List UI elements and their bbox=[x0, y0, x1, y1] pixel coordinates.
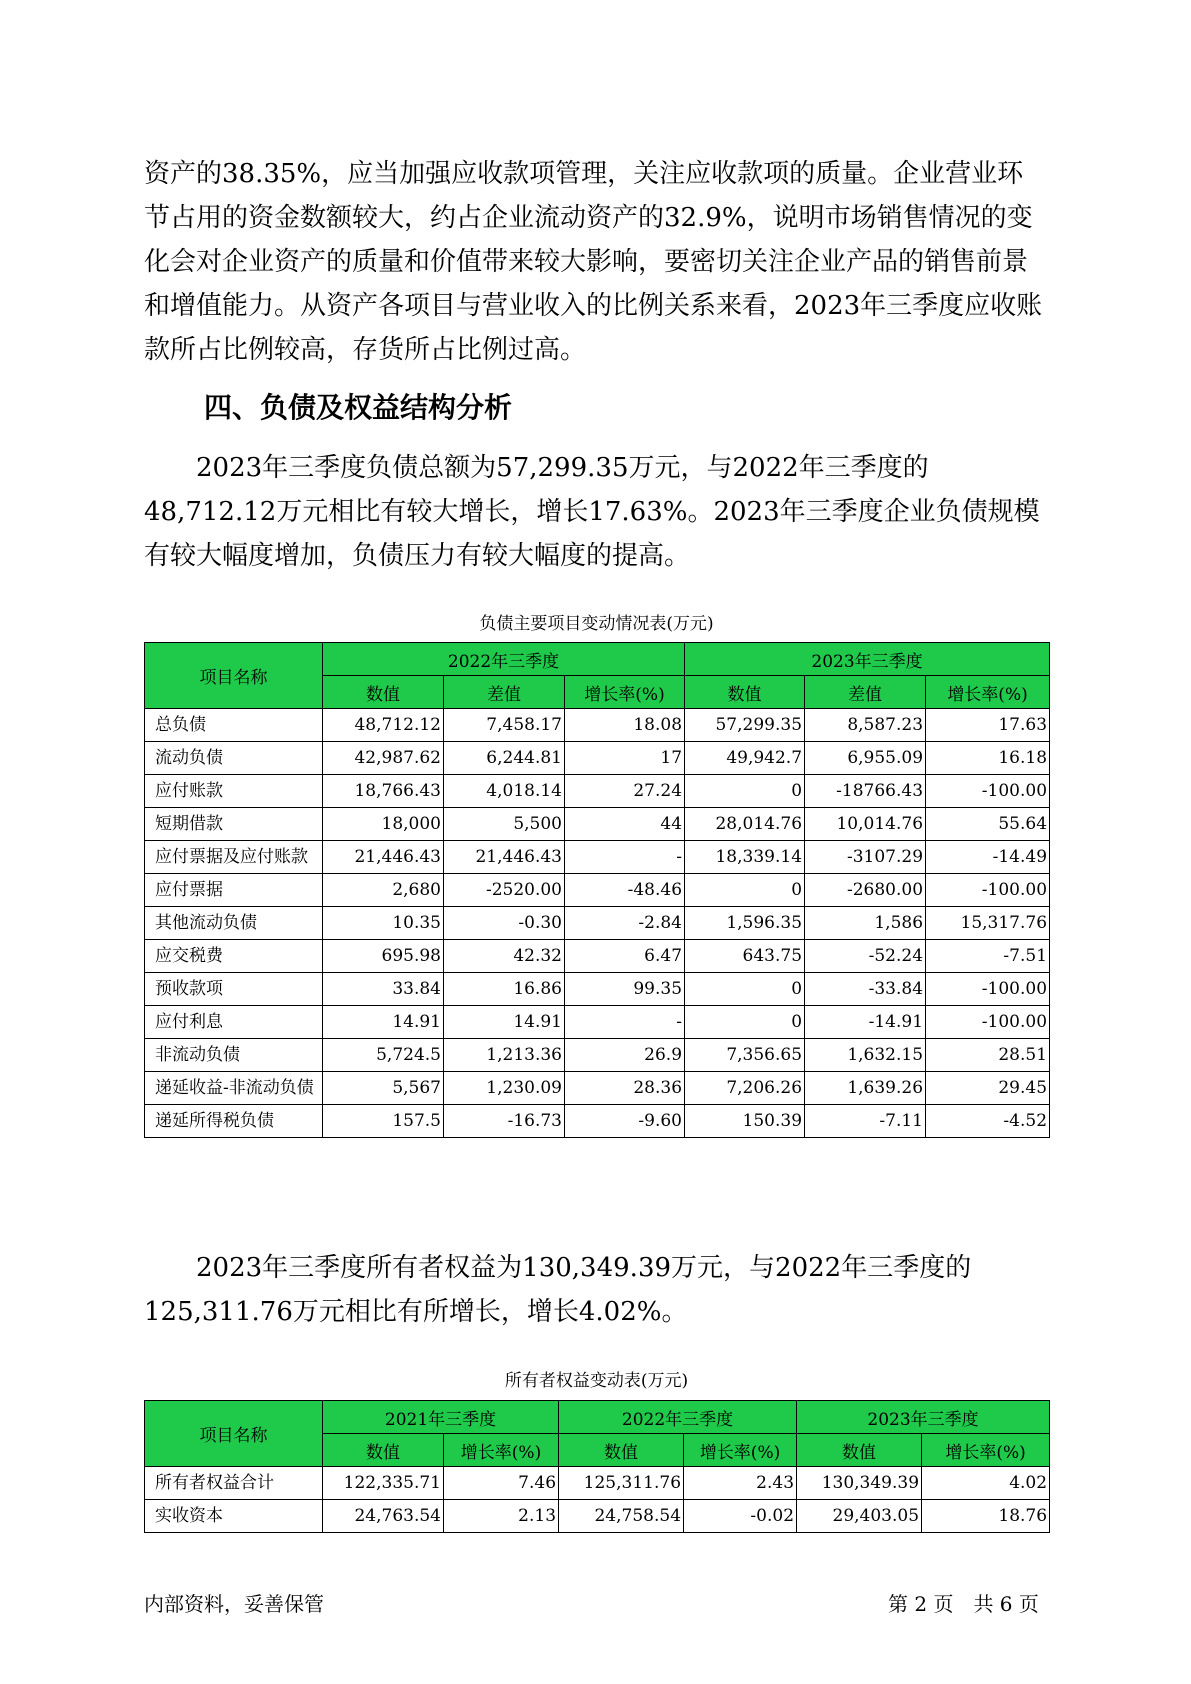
table-cell: 49,942.7 bbox=[685, 742, 805, 775]
liabilities-table bbox=[144, 642, 1050, 1138]
table-row bbox=[145, 808, 1050, 841]
table-cell: 157.5 bbox=[323, 1105, 444, 1138]
column-group-header-2023q3: 2023年三季度 bbox=[685, 643, 1050, 676]
table-cell: 42.32 bbox=[444, 940, 565, 973]
row-label: 预收款项 bbox=[145, 973, 323, 1006]
table-cell: 24,758.54 bbox=[559, 1500, 684, 1533]
row-label: 短期借款 bbox=[145, 808, 323, 841]
table-cell: -2.84 bbox=[565, 907, 685, 940]
table-cell: 1,632.15 bbox=[805, 1039, 926, 1072]
table-row bbox=[145, 775, 1050, 808]
table-cell: 2,680 bbox=[323, 874, 444, 907]
column-header-growth-rate: 增长率(%) bbox=[922, 1434, 1050, 1467]
table-cell: 15,317.76 bbox=[926, 907, 1050, 940]
table-cell: 695.98 bbox=[323, 940, 444, 973]
table-cell: -3107.29 bbox=[805, 841, 926, 874]
table-cell: 6,244.81 bbox=[444, 742, 565, 775]
column-header-difference: 差值 bbox=[805, 676, 926, 709]
row-label: 应付票据及应付账款 bbox=[145, 841, 323, 874]
column-group-header-2021q3: 2021年三季度 bbox=[323, 1401, 559, 1434]
table-cell: 130,349.39 bbox=[797, 1467, 922, 1500]
table-row bbox=[145, 940, 1050, 973]
table-cell: 33.84 bbox=[323, 973, 444, 1006]
equity-table-body bbox=[145, 1467, 1050, 1533]
column-header-item-name: 项目名称 bbox=[145, 1401, 323, 1467]
column-header-value: 数值 bbox=[559, 1434, 684, 1467]
row-label: 应付账款 bbox=[145, 775, 323, 808]
table-cell: 7,206.26 bbox=[685, 1072, 805, 1105]
table-cell: 0 bbox=[685, 1006, 805, 1039]
column-header-difference: 差值 bbox=[444, 676, 565, 709]
table-cell: 24,763.54 bbox=[323, 1500, 444, 1533]
table-cell: 55.64 bbox=[926, 808, 1050, 841]
table-cell: 18,339.14 bbox=[685, 841, 805, 874]
row-label: 非流动负债 bbox=[145, 1039, 323, 1072]
table-cell: -100.00 bbox=[926, 874, 1050, 907]
table-cell: -100.00 bbox=[926, 775, 1050, 808]
table-cell: 57,299.35 bbox=[685, 709, 805, 742]
table-cell: -9.60 bbox=[565, 1105, 685, 1138]
table-cell: 643.75 bbox=[685, 940, 805, 973]
row-label: 流动负债 bbox=[145, 742, 323, 775]
row-label: 递延收益-非流动负债 bbox=[145, 1072, 323, 1105]
table-row bbox=[145, 841, 1050, 874]
table-cell: -52.24 bbox=[805, 940, 926, 973]
table-row bbox=[145, 709, 1050, 742]
paragraph-asset-analysis: 资产的38.35%，应当加强应收款项管理，关注应收款项的质量。企业营业环节占用的资金数额较大，约占企业流动资产的32.9%，说明市场销售情况的变化会对企业资产的质量和价值带来较大影响，要密切关注企业产品的销售前景和增值能力。从资产各项目与营业收入的比例关系来看，2023年三季度应收账款所占比例较高，存货所占比例过高。 bbox=[144, 159, 1043, 365]
column-header-item-name: 项目名称 bbox=[145, 643, 323, 709]
row-label: 应付票据 bbox=[145, 874, 323, 907]
table-cell: 21,446.43 bbox=[444, 841, 565, 874]
table-cell: 7.46 bbox=[444, 1467, 559, 1500]
table-cell: 26.9 bbox=[565, 1039, 685, 1072]
row-label: 总负债 bbox=[145, 709, 323, 742]
table-cell: -7.51 bbox=[926, 940, 1050, 973]
table-cell: 1,586 bbox=[805, 907, 926, 940]
table-cell: 27.24 bbox=[565, 775, 685, 808]
table-cell: 28.36 bbox=[565, 1072, 685, 1105]
table-row bbox=[145, 973, 1050, 1006]
table-cell: -14.49 bbox=[926, 841, 1050, 874]
table-cell: 122,335.71 bbox=[323, 1467, 444, 1500]
table-cell: 44 bbox=[565, 808, 685, 841]
table-row bbox=[145, 907, 1050, 940]
table-cell: 0 bbox=[685, 874, 805, 907]
table-row bbox=[145, 874, 1050, 907]
table-cell: -2520.00 bbox=[444, 874, 565, 907]
table-cell: 29.45 bbox=[926, 1072, 1050, 1105]
table-cell: 10,014.76 bbox=[805, 808, 926, 841]
table-cell: - bbox=[565, 1006, 685, 1039]
table-cell: 1,596.35 bbox=[685, 907, 805, 940]
table-cell: 0 bbox=[685, 973, 805, 1006]
table-cell: -0.30 bbox=[444, 907, 565, 940]
table-cell: 1,213.36 bbox=[444, 1039, 565, 1072]
column-header-growth-rate: 增长率(%) bbox=[565, 676, 685, 709]
table-cell: -100.00 bbox=[926, 1006, 1050, 1039]
table-cell: 8,587.23 bbox=[805, 709, 926, 742]
table-cell: 99.35 bbox=[565, 973, 685, 1006]
table-cell: -33.84 bbox=[805, 973, 926, 1006]
table-row bbox=[145, 1072, 1050, 1105]
table-cell: -16.73 bbox=[444, 1105, 565, 1138]
table-cell: 5,567 bbox=[323, 1072, 444, 1105]
paragraph-equity-summary: 2023年三季度所有者权益为130,349.39万元，与2022年三季度的125,311.76万元相比有所增长，增长4.02%。 bbox=[144, 1253, 972, 1327]
table-cell: 5,500 bbox=[444, 808, 565, 841]
row-label: 应付利息 bbox=[145, 1006, 323, 1039]
table-cell: 28.51 bbox=[926, 1039, 1050, 1072]
table-row bbox=[145, 1105, 1050, 1138]
table-cell: 4.02 bbox=[922, 1467, 1050, 1500]
table-cell: 125,311.76 bbox=[559, 1467, 684, 1500]
row-label: 所有者权益合计 bbox=[145, 1467, 323, 1500]
table-cell: 18,000 bbox=[323, 808, 444, 841]
table-cell: 17 bbox=[565, 742, 685, 775]
table-cell: - bbox=[565, 841, 685, 874]
table-row bbox=[145, 1006, 1050, 1039]
table-cell: 6,955.09 bbox=[805, 742, 926, 775]
table-cell: -100.00 bbox=[926, 973, 1050, 1006]
table-cell: 16.86 bbox=[444, 973, 565, 1006]
section-heading: 四、负债及权益结构分析 bbox=[204, 391, 513, 424]
table-cell: 4,018.14 bbox=[444, 775, 565, 808]
table-cell: -0.02 bbox=[684, 1500, 797, 1533]
column-header-value: 数值 bbox=[685, 676, 805, 709]
table-caption-liabilities: 负债主要项目变动情况表(万元) bbox=[479, 614, 714, 634]
table-cell: 7,458.17 bbox=[444, 709, 565, 742]
footer-page-number: 第 2 页 共 6 页 bbox=[888, 1592, 1039, 1616]
row-label: 应交税费 bbox=[145, 940, 323, 973]
liabilities-table-body bbox=[145, 709, 1050, 1138]
table-cell: -2680.00 bbox=[805, 874, 926, 907]
table-cell: 17.63 bbox=[926, 709, 1050, 742]
column-header-value: 数值 bbox=[323, 676, 444, 709]
column-group-header-2022q3: 2022年三季度 bbox=[559, 1401, 797, 1434]
column-header-growth-rate: 增长率(%) bbox=[684, 1434, 797, 1467]
footer-confidential-note: 内部资料，妥善保管 bbox=[144, 1592, 324, 1616]
table-cell: 21,446.43 bbox=[323, 841, 444, 874]
paragraph-liability-summary: 2023年三季度负债总额为57,299.35万元，与2022年三季度的48,712.12万元相比有较大增长，增长17.63%。2023年三季度企业负债规模有较大幅度增加，负债压力有较大幅度的提高。 bbox=[144, 453, 1040, 571]
table-cell: 42,987.62 bbox=[323, 742, 444, 775]
table-cell: 1,230.09 bbox=[444, 1072, 565, 1105]
table-cell: 28,014.76 bbox=[685, 808, 805, 841]
column-header-growth-rate: 增长率(%) bbox=[444, 1434, 559, 1467]
table-cell: 14.91 bbox=[323, 1006, 444, 1039]
table-cell: 29,403.05 bbox=[797, 1500, 922, 1533]
table-cell: 2.43 bbox=[684, 1467, 797, 1500]
table-cell: 6.47 bbox=[565, 940, 685, 973]
table-cell: 5,724.5 bbox=[323, 1039, 444, 1072]
table-cell: 150.39 bbox=[685, 1105, 805, 1138]
table-row bbox=[145, 1039, 1050, 1072]
table-cell: 0 bbox=[685, 775, 805, 808]
table-cell: 10.35 bbox=[323, 907, 444, 940]
table-cell: 18.08 bbox=[565, 709, 685, 742]
equity-table bbox=[144, 1400, 1050, 1533]
table-cell: -48.46 bbox=[565, 874, 685, 907]
column-header-growth-rate: 增长率(%) bbox=[926, 676, 1050, 709]
column-header-value: 数值 bbox=[323, 1434, 444, 1467]
table-cell: 16.18 bbox=[926, 742, 1050, 775]
column-group-header-2023q3: 2023年三季度 bbox=[797, 1401, 1050, 1434]
table-cell: 2.13 bbox=[444, 1500, 559, 1533]
table-row bbox=[145, 1467, 1050, 1500]
row-label: 其他流动负债 bbox=[145, 907, 323, 940]
table-cell: 18,766.43 bbox=[323, 775, 444, 808]
column-header-value: 数值 bbox=[797, 1434, 922, 1467]
table-cell: -18766.43 bbox=[805, 775, 926, 808]
table-cell: 1,639.26 bbox=[805, 1072, 926, 1105]
table-cell: -7.11 bbox=[805, 1105, 926, 1138]
table-cell: 48,712.12 bbox=[323, 709, 444, 742]
table-row bbox=[145, 742, 1050, 775]
table-cell: -14.91 bbox=[805, 1006, 926, 1039]
row-label: 实收资本 bbox=[145, 1500, 323, 1533]
table-cell: 14.91 bbox=[444, 1006, 565, 1039]
table-cell: 18.76 bbox=[922, 1500, 1050, 1533]
table-cell: -4.52 bbox=[926, 1105, 1050, 1138]
row-label: 递延所得税负债 bbox=[145, 1105, 323, 1138]
table-caption-equity: 所有者权益变动表(万元) bbox=[504, 1371, 689, 1391]
table-cell: 7,356.65 bbox=[685, 1039, 805, 1072]
column-group-header-2022q3: 2022年三季度 bbox=[323, 643, 685, 676]
table-row bbox=[145, 1500, 1050, 1533]
